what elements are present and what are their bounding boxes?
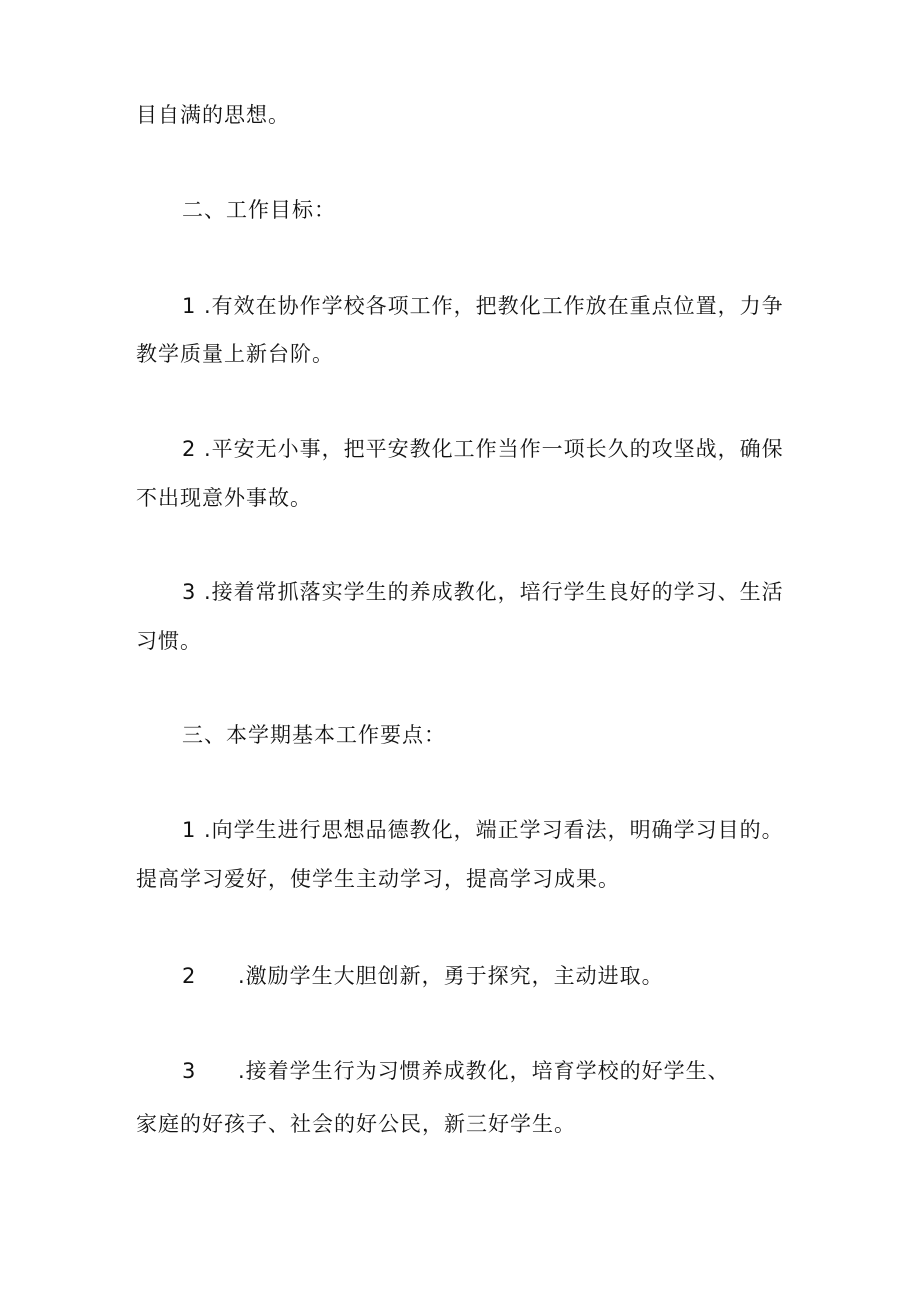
goal-item-3-continuation: 习惯。 (136, 629, 202, 653)
key-point-item-1-number: 1 (182, 818, 197, 842)
goal-item-2-number: 2 (182, 437, 197, 461)
key-point-item-3-number: 3 (182, 1059, 197, 1083)
key-point-item-2-number: 2 (182, 964, 197, 988)
goal-item-2 (182, 435, 784, 463)
key-point-item-2 (182, 962, 664, 990)
goal-item-2-continuation: 不出现意外事故。 (136, 486, 312, 510)
goal-item-1-text: .有效在协作学校各项工作，把教化工作放在重点位置，力争 (204, 294, 784, 318)
key-point-item-1 (182, 816, 784, 844)
key-point-item-2-text: .激励学生大胆创新，勇于探究，主动进取。 (238, 964, 664, 988)
goal-item-1 (182, 292, 784, 320)
goal-item-3-text: .接着常抓落实学生的养成教化，培行学生良好的学习、生活 (204, 580, 784, 604)
goal-item-1-continuation: 教学质量上新台阶。 (136, 342, 334, 366)
goal-item-3-number: 3 (182, 580, 197, 604)
key-point-item-1-continuation: 提高学习爱好，使学生主动学习，提高学习成果。 (136, 867, 620, 891)
goal-item-1-number: 1 (182, 294, 197, 318)
paragraph-intro-tail: 目自满的思想。 (136, 103, 290, 127)
section-heading-goals: 二、工作目标： (182, 198, 336, 222)
goal-item-3 (182, 578, 784, 606)
key-point-item-3-continuation: 家庭的好孩子、社会的好公民，新三好学生。 (136, 1112, 576, 1136)
goal-item-2-text: .平安无小事，把平安教化工作当作一项长久的攻坚战，确保 (204, 437, 784, 461)
key-point-item-1-text: .向学生进行思想品德教化，端正学习看法，明确学习目的。 (204, 818, 784, 842)
section-heading-key-points: 三、本学期基本工作要点： (182, 723, 446, 747)
key-point-item-3 (182, 1057, 730, 1085)
key-point-item-3-text: .接着学生行为习惯养成教化，培育学校的好学生、 (238, 1059, 730, 1083)
